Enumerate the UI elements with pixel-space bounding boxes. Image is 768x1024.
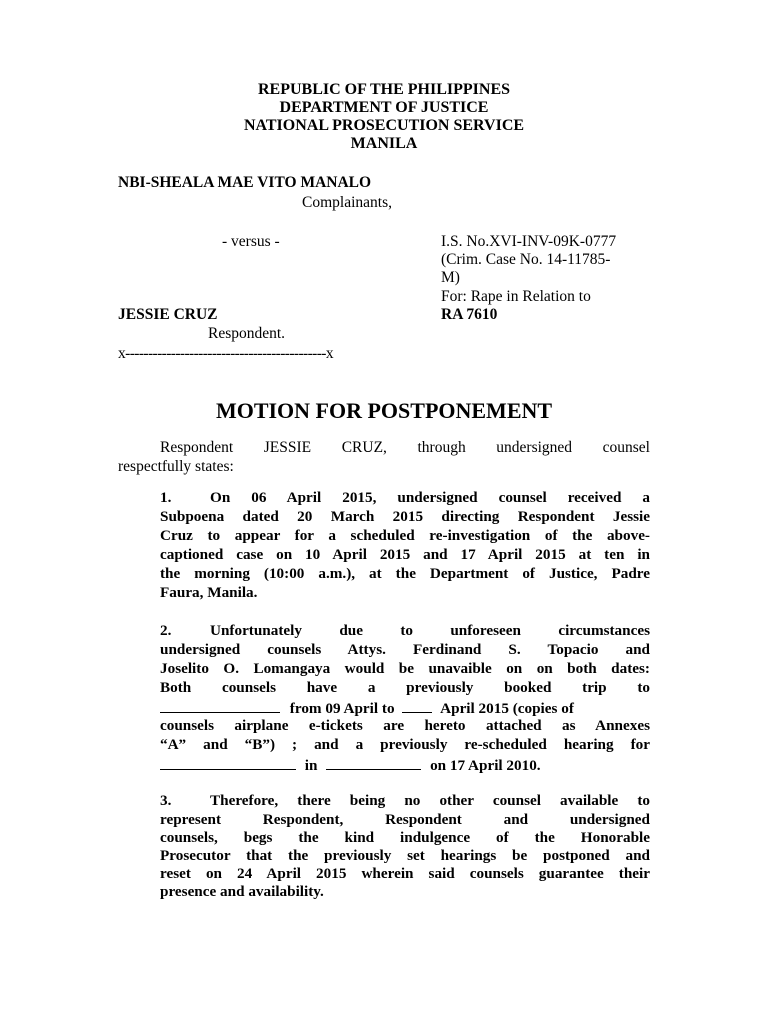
intro-line-1: Respondent JESSIE CRUZ, through undersigned counsel	[160, 439, 650, 456]
paragraph-1-line-1: On 06 April 2015, undersigned counsel received a	[210, 489, 650, 506]
blank-case	[160, 755, 296, 770]
paragraph-2-line-7: “A” and “B”) ; and a previously re-scheduled hearing for	[160, 736, 650, 753]
paragraph-2-line-5	[160, 698, 650, 718]
paragraph-3-line-1: Therefore, there being no other counsel available to	[210, 792, 650, 809]
paragraph-1-number: 1.	[160, 489, 172, 506]
respondent-name: JESSIE CRUZ	[118, 306, 218, 323]
paragraph-2-number: 2.	[160, 622, 172, 639]
paragraph-1-line-4: captioned case on 10 April 2015 and 17 April 2015 at ten in	[160, 546, 650, 563]
paragraph-1-line-6: Faura, Manila.	[160, 584, 258, 601]
header-department: DEPARTMENT OF JUSTICE	[279, 99, 489, 116]
paragraph-2-line-8b: on 17 April 2010.	[430, 757, 541, 774]
paragraph-3-line-4: Prosecutor that the previously set hearings be postponed and	[160, 847, 650, 864]
paragraph-3-line-3: counsels, begs the kind indulgence of the Honorable	[160, 829, 650, 846]
paragraph-2-line-6: counsels airplane e-tickets are hereto attached as Annexes	[160, 717, 650, 734]
paragraph-3-line-6: presence and availability.	[160, 883, 324, 900]
paragraph-1-line-3: Cruz to appear for a scheduled re-investigation of the above-	[160, 527, 650, 544]
case-number-line-3: M)	[441, 269, 460, 286]
paragraph-2-line-8a: in	[304, 757, 318, 774]
blank-return-date	[402, 698, 432, 713]
complainant-name: NBI-SHEALA MAE VITO MANALO	[118, 174, 372, 191]
blank-court	[326, 755, 421, 770]
paragraph-1-line-2: Subpoena dated 20 March 2015 directing Respondent Jessie	[160, 508, 650, 525]
blank-destination	[160, 698, 280, 713]
paragraph-2-line-8	[160, 755, 541, 775]
complainant-role: Complainants,	[302, 194, 392, 211]
paragraph-3-line-2: represent Respondent, Respondent and undersigned	[160, 811, 650, 828]
case-for-line: For: Rape in Relation to	[441, 288, 591, 305]
paragraph-2-line-2: undersigned counsels Attys. Ferdinand S. Topacio and	[160, 641, 650, 658]
case-number-line-1: I.S. No.XVI-INV-09K-0777	[441, 233, 617, 250]
paragraph-1-line-5: the morning (10:00 a.m.), at the Department of Justice, Padre	[160, 565, 650, 582]
case-number-line-2: (Crim. Case No. 14-11785-	[441, 251, 611, 268]
document-title: MOTION FOR POSTPONEMENT	[215, 398, 553, 423]
respondent-role: Respondent.	[208, 325, 286, 342]
header-city: MANILA	[350, 135, 418, 152]
paragraph-3-number: 3.	[160, 792, 172, 809]
header-prosecution-service: NATIONAL PROSECUTION SERVICE	[243, 117, 525, 134]
paragraph-2-line-4: Both counsels have a previously booked trip to	[160, 679, 650, 696]
header-republic: REPUBLIC OF THE PHILIPPINES	[257, 81, 511, 98]
paragraph-2-line-5b: April 2015 (copies of	[440, 700, 574, 717]
versus-label: - versus -	[222, 233, 280, 250]
paragraph-2-line-1: Unfortunately due to unforeseen circumstances	[210, 622, 650, 639]
paragraph-3-line-5: reset on 24 April 2015 wherein said counsels guarantee their	[160, 865, 650, 882]
case-law: RA 7610	[441, 306, 498, 323]
paragraph-2-line-5a: from 09 April to	[289, 700, 395, 717]
paragraph-2-line-3: Joselito O. Lomangaya would be unavaible on on both dates:	[160, 660, 650, 677]
caption-separator: x--------------------------------------------x	[118, 345, 334, 362]
intro-line-2: respectfully states:	[118, 458, 234, 475]
